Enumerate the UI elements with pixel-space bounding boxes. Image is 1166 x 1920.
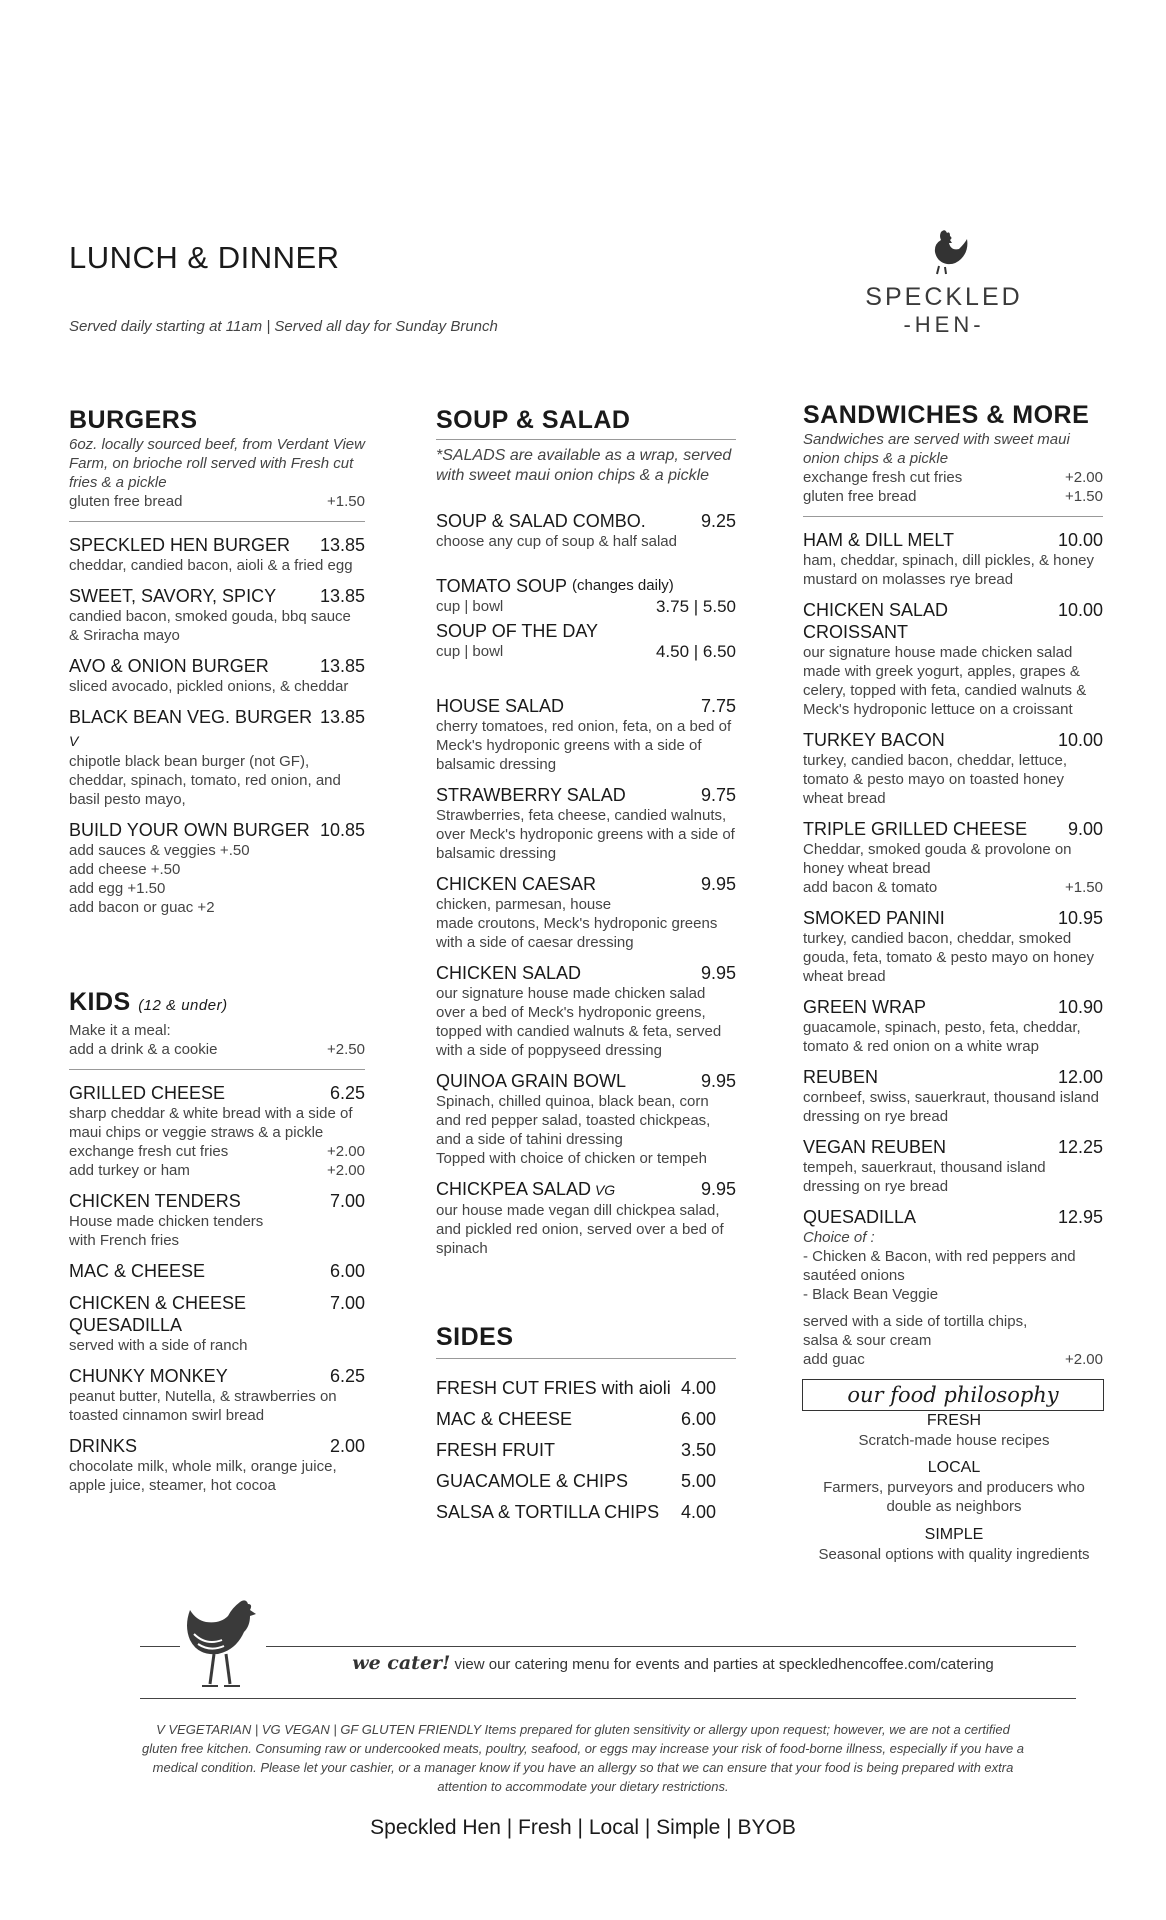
side-price: 5.00	[680, 1471, 716, 1491]
item-description: candied bacon, smoked gouda, bbq sauce & Sriracha mayo	[69, 608, 351, 644]
item-price: 10.00	[1057, 530, 1103, 550]
option-price: +1.50	[1065, 488, 1103, 505]
philosophy-item	[802, 1411, 1106, 1450]
hen-icon	[180, 1596, 266, 1692]
hen-illustration	[180, 1596, 266, 1697]
item-title: CHICKEN SALAD CROISSANT	[803, 600, 949, 642]
item-price: 7.00	[329, 1293, 365, 1313]
item-title: CHICKEN & CHEESE QUESADILLA	[69, 1293, 247, 1335]
item-description: Strawberries, feta cheese, candied walnuts, over Meck's hydroponic greens with a side of balsamic dressing	[436, 807, 735, 862]
item-price: 7.00	[329, 1191, 365, 1211]
item-description: our signature house made chicken salad over a bed of Meck's hydroponic greens, topped with candied walnuts & feta, served with a side of poppyseed dressing	[436, 985, 722, 1059]
item-title: BLACK BEAN VEG. BURGER V	[69, 707, 313, 749]
menu-item-name	[803, 907, 1103, 929]
diet-tag: VG	[591, 1182, 616, 1198]
menu-item-name	[69, 1435, 365, 1457]
item-price: 2.00	[329, 1436, 365, 1456]
menu-item	[803, 907, 1103, 986]
side-price: 3.50	[680, 1440, 716, 1460]
kids-meal-option: add a drink & a cookie +2.50	[69, 1041, 365, 1058]
item-title: AVO & ONION BURGER	[69, 656, 269, 676]
item-price: 9.75	[700, 785, 736, 805]
menu-item	[69, 585, 365, 645]
item-price: 13.85	[319, 586, 365, 606]
side-item	[436, 1408, 716, 1430]
menu-item-name	[803, 818, 1103, 840]
philosophy-text: Farmers, purveyors and producers who double as neighbors	[823, 1479, 1085, 1515]
item-price: 13.85	[319, 656, 365, 676]
extra-price: +2.00	[327, 1143, 365, 1160]
option-label: exchange fresh cut fries	[803, 469, 963, 486]
item-price: 10.95	[1057, 908, 1103, 928]
menu-item	[436, 962, 736, 1060]
philosophy-text: Seasonal options with quality ingredients	[818, 1546, 1090, 1563]
item-description: served with a side of ranch	[69, 1337, 248, 1354]
menu-item	[436, 1178, 736, 1258]
item-price: 10.90	[1057, 997, 1103, 1017]
item-title: CHICKPEA SALAD VG	[436, 1179, 616, 1199]
item-description: cheddar, candied bacon, aioli & a fried egg	[69, 557, 353, 574]
menu-item-name	[69, 1260, 365, 1282]
diet-tag: V	[69, 733, 79, 749]
burgers-gf-option: gluten free bread +1.50	[69, 493, 365, 510]
item-description: turkey, candied bacon, cheddar, lettuce, tomato & pesto mayo on toasted honey wheat bread	[803, 752, 1068, 807]
menu-item	[803, 599, 1103, 719]
item-title: SPECKLED HEN BURGER	[69, 535, 291, 555]
divider	[436, 1358, 736, 1359]
option-price: +2.00	[1065, 469, 1103, 486]
burgers-heading: BURGERS	[69, 406, 198, 434]
item-title: CHICKEN CAESAR	[436, 874, 597, 894]
item-price: 13.85	[319, 535, 365, 555]
divider	[140, 1646, 180, 1647]
item-price: 13.85	[319, 707, 365, 727]
side-item	[436, 1470, 716, 1492]
menu-item-quesadilla: QUESADILLA 12.95 Choice of : - Chicken & Bacon, with red peppers and sautéed onions - Black Bean Veggie served with a side of tortilla chips, salsa & sour cream add guac +2.00	[803, 1207, 1103, 1368]
sandwich-option	[803, 468, 1103, 487]
menu-item	[436, 1070, 736, 1168]
extra-label: add turkey or ham	[69, 1162, 190, 1179]
menu-item-name	[69, 534, 365, 556]
item-title: TRIPLE GRILLED CHEESE	[803, 819, 1028, 839]
divider	[266, 1646, 1076, 1647]
sandwiches-heading: SANDWICHES & MORE	[803, 401, 1090, 429]
page-title: LUNCH & DINNER	[69, 240, 340, 275]
soup-salad-heading: SOUP & SALAD	[436, 406, 631, 434]
side-price: 4.00	[680, 1378, 716, 1398]
catering-line	[270, 1652, 1076, 1674]
item-extra	[803, 878, 1103, 897]
menu-item-name	[69, 1365, 365, 1387]
item-description: Cheddar, smoked gouda & provolone on honey wheat bread	[803, 841, 1072, 877]
side-name: SALSA & TORTILLA CHIPS	[436, 1502, 660, 1522]
menu-item-name	[803, 729, 1103, 751]
item-title: BUILD YOUR OWN BURGER	[69, 820, 310, 840]
item-description: chicken, parmesan, house made croutons, Meck's hydroponic greens with a side of caesar dressing	[436, 896, 718, 951]
side-name: FRESH CUT FRIES with aioli	[436, 1378, 671, 1398]
item-price: 12.25	[1057, 1137, 1103, 1157]
menu-item	[69, 534, 365, 575]
item-price: 9.95	[700, 1179, 736, 1199]
menu-item	[436, 695, 736, 774]
menu-item-name	[69, 819, 365, 841]
item-title: CHUNKY MONKEY	[69, 1366, 228, 1386]
item-description: guacamole, spinach, pesto, feta, cheddar, tomato & red onion on a white wrap	[803, 1019, 1081, 1055]
side-item	[436, 1439, 716, 1461]
menu-item-name	[436, 1070, 736, 1092]
item-price: 9.95	[700, 874, 736, 894]
menu-item-name	[69, 655, 365, 677]
extra-price: +1.50	[1065, 879, 1103, 896]
logo-text-hen: -HEN-	[903, 312, 985, 337]
menu-item-name	[803, 996, 1103, 1018]
item-title: HAM & DILL MELT	[803, 530, 955, 550]
catering-text: view our catering menu for events and parties at speckledhencoffee.com/catering	[450, 1656, 994, 1673]
menu-item	[69, 1365, 365, 1425]
menu-item	[69, 706, 365, 809]
side-name: FRESH FRUIT	[436, 1440, 555, 1460]
item-title: SMOKED PANINI	[803, 908, 945, 928]
logo-text-speckled: SPECKLED	[865, 283, 1023, 311]
hen-logo-icon	[919, 228, 969, 276]
catering-we-cater: we cater!	[352, 1652, 451, 1674]
item-title: GRILLED CHEESE	[69, 1083, 226, 1103]
item-price: 9.95	[700, 1071, 736, 1091]
item-title: SWEET, SAVORY, SPICY	[69, 586, 277, 606]
kids-meal-label: Make it a meal:	[69, 1022, 171, 1039]
menu-item-soup-of-day: SOUP OF THE DAY cup | bowl 4.50 | 6.50	[436, 621, 736, 661]
menu-item-name	[436, 784, 736, 806]
item-title: DRINKS	[69, 1436, 138, 1456]
item-title: CHICKEN TENDERS	[69, 1191, 241, 1211]
menu-item	[803, 729, 1103, 808]
philosophy-item	[802, 1525, 1106, 1564]
kids-heading: KIDS (12 & under)	[69, 988, 228, 1016]
sandwiches-note: Sandwiches are served with sweet maui onion chips & a pickle	[803, 431, 1070, 467]
divider	[69, 521, 365, 522]
menu-item	[69, 1260, 365, 1282]
philosophy-item	[802, 1458, 1106, 1516]
side-price: 6.00	[680, 1409, 716, 1429]
side-item	[436, 1501, 716, 1523]
side-price: 4.00	[680, 1502, 716, 1522]
item-title: MAC & CHEESE	[69, 1261, 206, 1281]
kids-section	[69, 987, 365, 1495]
extra-label: exchange fresh cut fries	[69, 1143, 229, 1160]
item-extra	[69, 1142, 365, 1161]
menu-item	[69, 655, 365, 696]
menu-item-name	[436, 695, 736, 717]
menu-item-name	[69, 1292, 365, 1336]
item-price: 9.95	[700, 963, 736, 983]
menu-item	[803, 529, 1103, 589]
philosophy-title: our food philosophy	[802, 1379, 1104, 1411]
option-label: gluten free bread	[803, 488, 917, 505]
menu-item	[69, 1292, 365, 1355]
menu-item	[803, 1066, 1103, 1126]
divider	[69, 1069, 365, 1070]
footer-tagline: Speckled Hen | Fresh | Local | Simple | BYOB	[370, 1816, 796, 1839]
item-price: 10.85	[319, 820, 365, 840]
column-soup-salad	[436, 405, 736, 1532]
item-title: CHICKEN SALAD	[436, 963, 582, 983]
philosophy-text: Scratch-made house recipes	[858, 1432, 1050, 1449]
item-title: GREEN WRAP	[803, 997, 927, 1017]
extra-price: +2.00	[327, 1162, 365, 1179]
menu-item-name	[436, 1178, 736, 1201]
side-item	[436, 1377, 716, 1399]
item-price: 6.25	[329, 1083, 365, 1103]
item-description: chipotle black bean burger (not GF), cheddar, spinach, tomato, red onion, and basil pesto mayo,	[69, 753, 341, 808]
item-description: tempeh, sauerkraut, thousand island dressing on rye bread	[803, 1159, 1046, 1195]
menu-item-tomato-soup: TOMATO SOUP (changes daily) cup | bowl 3.75 | 5.50	[436, 576, 736, 616]
item-description: cornbeef, swiss, sauerkraut, thousand island dressing on rye bread	[803, 1089, 1099, 1125]
item-title: VEGAN REUBEN	[803, 1137, 947, 1157]
item-description: sharp cheddar & white bread with a side of maui chips or veggie straws & a pickle	[69, 1105, 353, 1141]
side-name: MAC & CHEESE	[436, 1409, 573, 1429]
item-price: 6.25	[329, 1366, 365, 1386]
divider	[803, 516, 1103, 517]
item-title: QUINOA GRAIN BOWL	[436, 1071, 627, 1091]
item-title: REUBEN	[803, 1067, 879, 1087]
item-extra	[69, 1161, 365, 1180]
item-description: Spinach, chilled quinoa, black bean, corn and red pepper salad, toasted chickpeas, and a side of tahini dressing Topped with choice of chicken or tempeh	[436, 1093, 711, 1167]
item-price: 6.00	[329, 1261, 365, 1281]
menu-item-name	[803, 1066, 1103, 1088]
menu-item-name	[803, 529, 1103, 551]
item-description: cherry tomatoes, red onion, feta, on a bed of Meck's hydroponic greens with a side of balsamic dressing	[436, 718, 732, 773]
divider	[140, 1698, 1076, 1699]
item-price: 10.00	[1057, 600, 1103, 620]
side-name: GUACAMOLE & CHIPS	[436, 1471, 629, 1491]
item-description: chocolate milk, whole milk, orange juice, apple juice, steamer, hot cocoa	[69, 1458, 337, 1494]
column-sandwiches	[803, 400, 1103, 1379]
item-description: House made chicken tenders with French fries	[69, 1213, 264, 1249]
menu-item	[69, 1190, 365, 1250]
item-price: 9.00	[1067, 819, 1103, 839]
item-description: sliced avocado, pickled onions, & cheddar	[69, 678, 349, 695]
menu-item	[436, 873, 736, 952]
menu-item-name	[803, 1136, 1103, 1158]
philosophy-heading: FRESH	[926, 1412, 982, 1429]
item-title: TURKEY BACON	[803, 730, 945, 750]
menu-item	[436, 784, 736, 863]
allergy-disclaimer: V VEGETARIAN | VG VEGAN | GF GLUTEN FRIENDLY Items prepared for gluten sensitivity or allergy upon request; however, we are not a certified gluten free kitchen. Consuming raw or undercooked meats, poultry, seafood, or eggs may increase your risk of food-borne illness, especially if you have a medical condition. Please let your cashier, or a manager know if you have an allergy so that we can ensure that your food is being prepared with extra attention to accommodate your dietary restrictions.	[141, 1722, 1025, 1794]
philosophy-heading: LOCAL	[927, 1459, 981, 1476]
menu-item-name	[69, 706, 365, 752]
item-description: our signature house made chicken salad made with greek yogurt, apples, grapes & celery, topped with feta, candied walnuts & Meck's hydroponic lettuce on a croissant	[803, 644, 1087, 718]
menu-item-name	[69, 1190, 365, 1212]
menu-item-name	[436, 873, 736, 895]
menu-item	[803, 1136, 1103, 1196]
item-description: turkey, candied bacon, cheddar, smoked gouda, feta, tomato & pesto mayo on honey wheat bread	[803, 930, 1095, 985]
menu-item	[69, 819, 365, 917]
extra-label: add bacon & tomato	[803, 879, 938, 896]
item-description: ham, cheddar, spinach, dill pickles, & honey mustard on molasses rye bread	[803, 552, 1094, 588]
menu-item-name	[803, 599, 1103, 643]
menu-item	[69, 1435, 365, 1495]
menu-item-name	[69, 1082, 365, 1104]
sides-section	[436, 1322, 736, 1523]
menu-item-name	[69, 585, 365, 607]
item-title: STRAWBERRY SALAD	[436, 785, 626, 805]
item-price: 7.75	[700, 696, 736, 716]
brand-logo	[864, 228, 1024, 348]
item-title: HOUSE SALAD	[436, 696, 565, 716]
philosophy-heading: SIMPLE	[924, 1526, 984, 1543]
menu-item-name	[436, 962, 736, 984]
item-description: our house made vegan dill chickpea salad, and pickled red onion, served over a bed of spinach	[436, 1202, 724, 1257]
sandwich-option	[803, 487, 1103, 506]
page-subtitle: Served daily starting at 11am | Served all day for Sunday Brunch	[69, 318, 498, 335]
item-description: add sauces & veggies +.50 add cheese +.50 add egg +1.50 add bacon or guac +2	[69, 842, 250, 916]
menu-item	[69, 1082, 365, 1180]
soup-salad-note: *SALADS are available as a wrap, served with sweet maui onion chips & a pickle	[436, 447, 732, 484]
column-burgers-kids	[69, 405, 365, 1505]
divider	[436, 439, 736, 440]
item-description: peanut butter, Nutella, & strawberries on toasted cinnamon swirl bread	[69, 1388, 337, 1424]
menu-item	[803, 996, 1103, 1056]
burgers-note: 6oz. locally sourced beef, from Verdant View Farm, on brioche roll served with Fresh cut fries & a pickle	[69, 436, 365, 491]
item-price: 12.00	[1057, 1067, 1103, 1087]
menu-item	[803, 818, 1103, 897]
menu-item-combo: SOUP & SALAD COMBO. 9.25 choose any cup of soup & half salad	[436, 511, 736, 550]
item-price: 10.00	[1057, 730, 1103, 750]
sides-heading: SIDES	[436, 1323, 514, 1351]
